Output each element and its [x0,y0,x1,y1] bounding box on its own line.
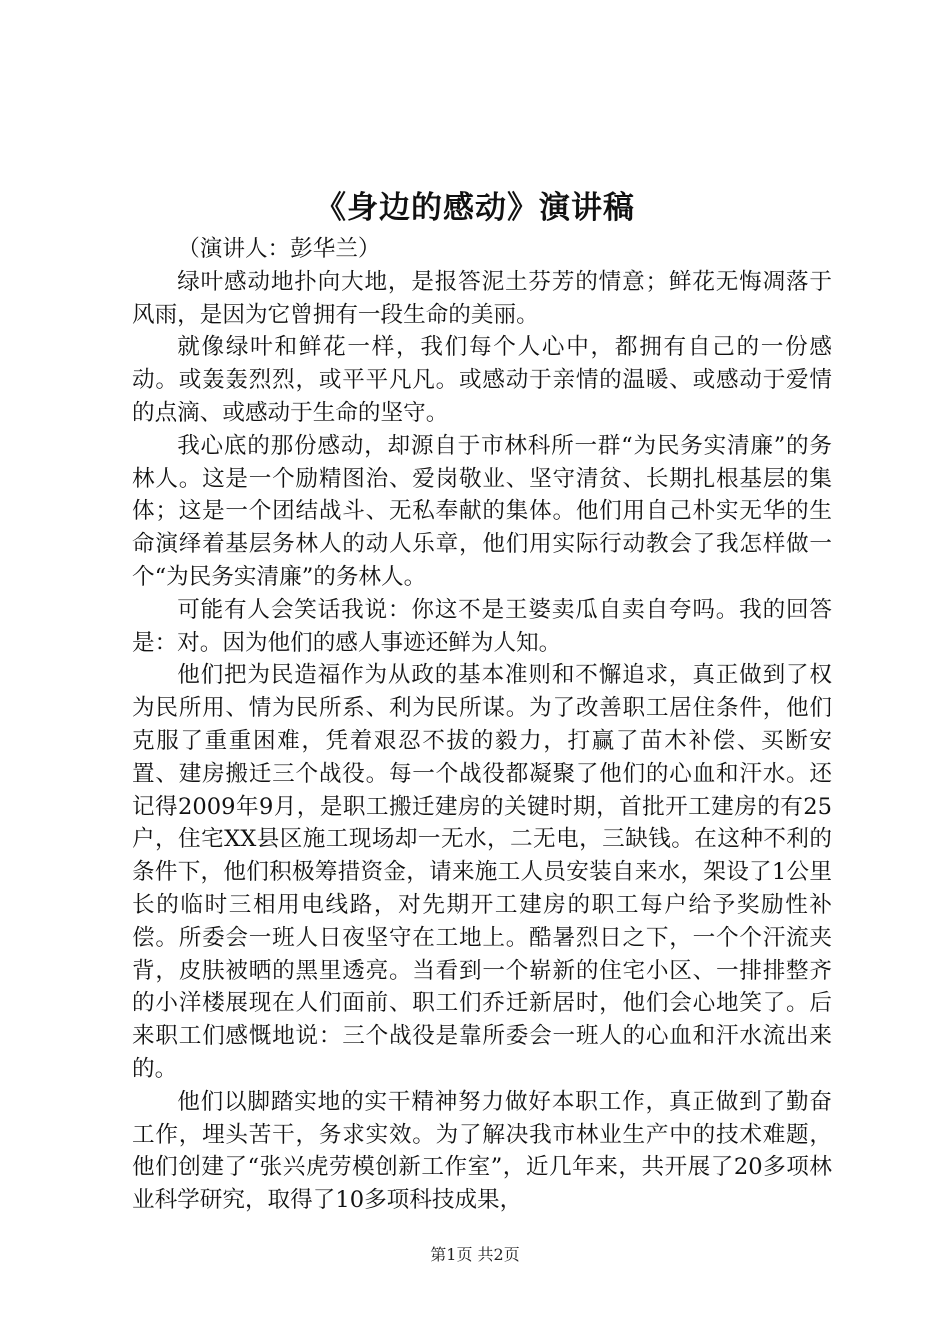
page-number-footer: 第1页 共2页 [430,1245,520,1264]
paragraph: 就像绿叶和鲜花一样，我们每个人心中，都拥有自己的一份感动。或轰轰烈烈，或平平凡凡。或感动于亲情的温暖、或感动于爱情的点滴、或感动于生命的坚守。 [132,334,832,426]
paragraph: 他们把为民造福作为从政的基本准则和不懈追求，真正做到了权为民所用、情为民所系、利为民所谋。为了改善职工居住条件，他们克服了重重困难，凭着艰忍不拔的毅力，打赢了苗木补偿、买断安置、建房搬迁三个战役。每一个战役都凝聚了他们的心血和汗水。还记得2009年9月，是职工搬迁建房的关键时期，首批开工建房的有25户，住宅XX县区施工现场却一无水，二无电，三缺钱。在这种不利的条件下，他们积极筹措资金，请来施工人员安装自来水，架设了1公里长的临时三相用电线路，对先期开工建房的职工每户给予奖励性补偿。所委会一班人日夜坚守在工地上。酷暑烈日之下，一个个汗流夹背，皮肤被晒的黑里透亮。当看到一个崭新的住宅小区、一排排整齐的小洋楼展现在人们面前、职工们乔迁新居时，他们会心地笑了。后来职工们感慨地说：三个战役是靠所委会一班人的心血和汗水流出来的。 [132,662,832,1082]
document-body [132,233,832,1217]
paragraph: 绿叶感动地扑向大地，是报答泥土芬芳的情意；鲜花无悔凋落于风雨，是因为它曾拥有一段生命的美丽。 [132,268,832,328]
speaker-line: （演讲人：彭华兰） [177,236,381,262]
document-title: 《身边的感动》演讲稿 [315,190,635,226]
paragraph: 可能有人会笑话我说：你这不是王婆卖瓜自卖自夸吗。我的回答是：对。因为他们的感人事迹还鲜为人知。 [132,596,832,656]
paragraph: 他们以脚踏实地的实干精神努力做好本职工作，真正做到了勤奋工作，埋头苦干，务求实效。为了解决我市林业生产中的技术难题，他们创建了“张兴虎劳模创新工作室”，近几年来，共开展了20多项林业科学研究，取得了10多项科技成果， [132,1088,832,1214]
paragraph: 我心底的那份感动，却源自于市林科所一群“为民务实清廉”的务林人。这是一个励精图治、爱岗敬业、坚守清贫、长期扎根基层的集体；这是一个团结战斗、无私奉献的集体。他们用自己朴实无华的生命演绎着基层务林人的动人乐章，他们用实际行动教会了我怎样做一个“为民务实清廉”的务林人。 [132,432,832,590]
